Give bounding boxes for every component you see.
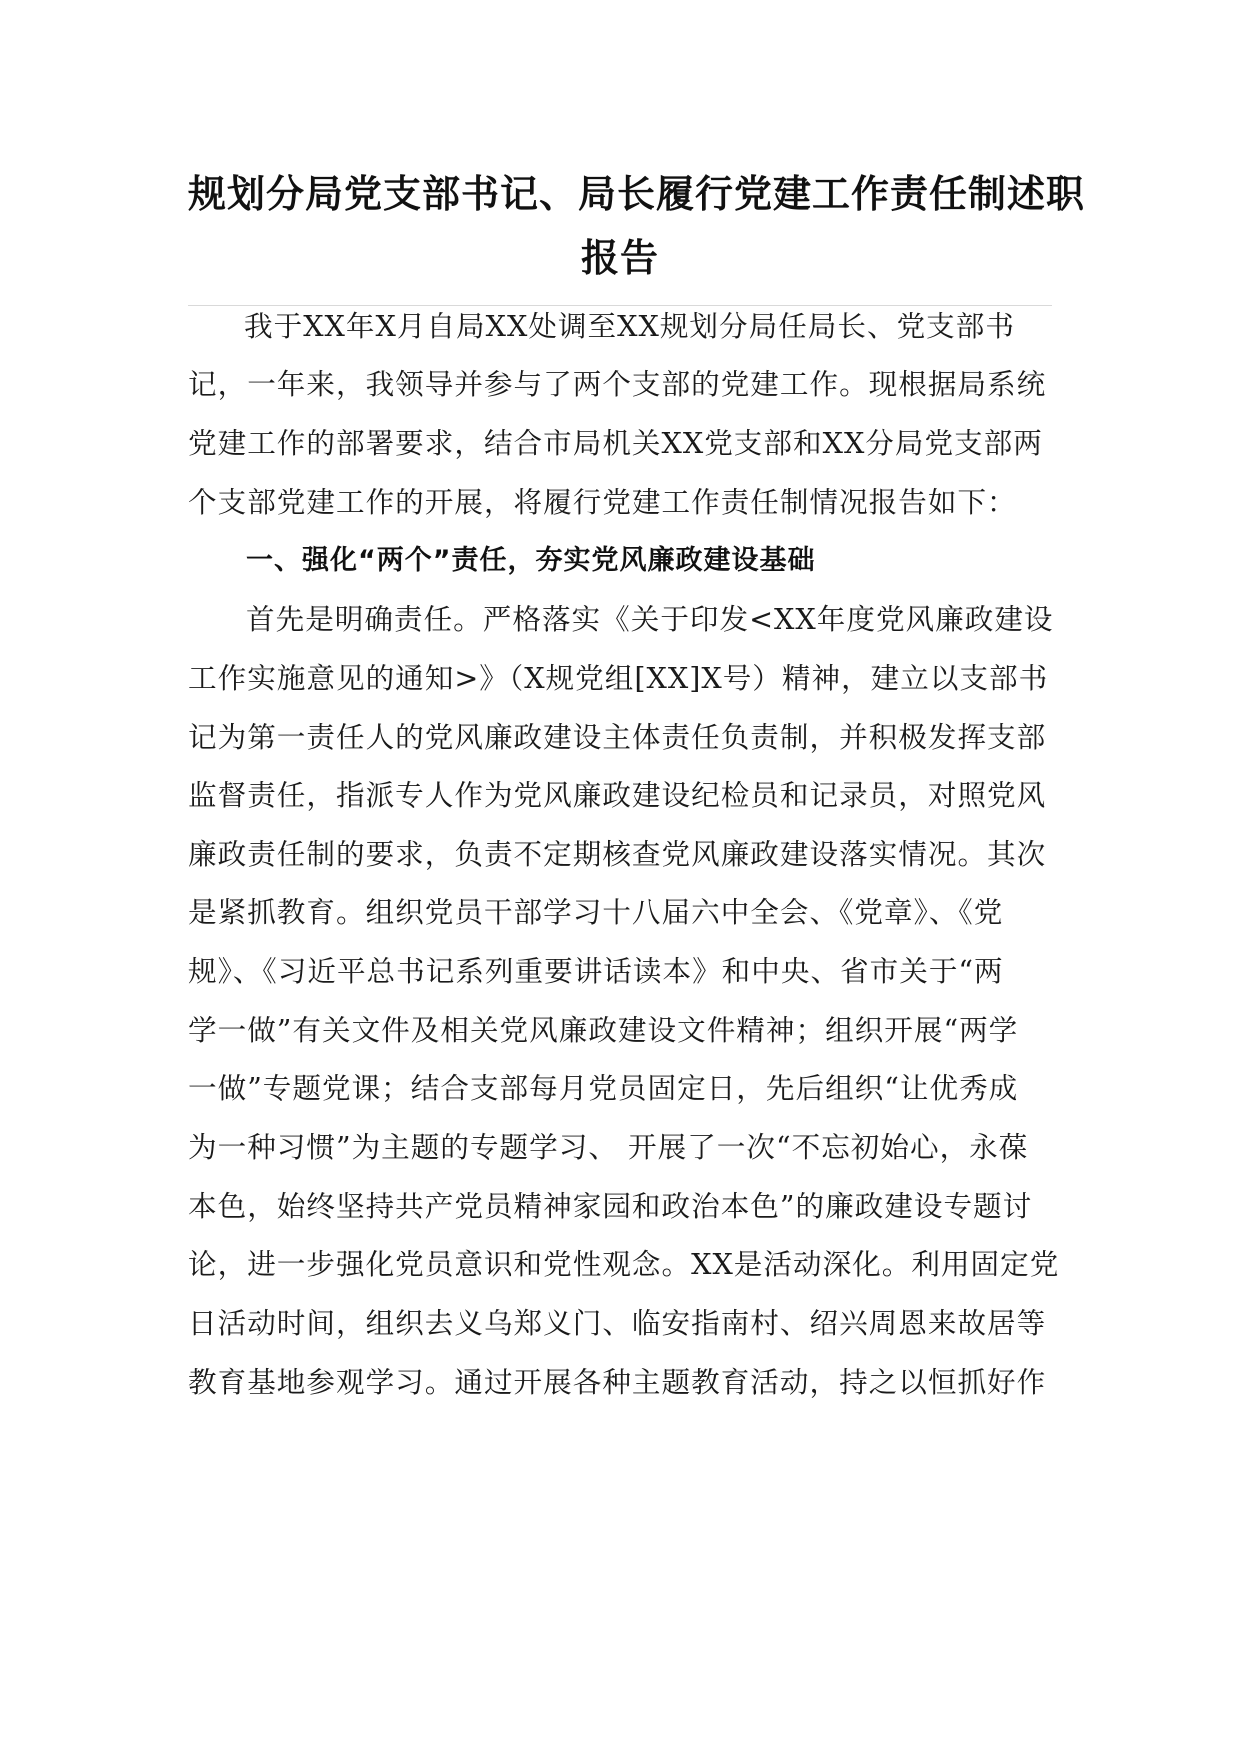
section-line: 本色，始终坚持共产党员精神家园和政治本色”的廉政建设专题讨: [188, 1189, 1033, 1223]
document-title: [188, 162, 1086, 290]
section-line: 是紧抓教育。组织党员干部学习十八届六中全会、《党章》、《党: [188, 895, 1004, 929]
section-line: 为一种习惯”为主题的专题学习、 开展了一次“不忘初始心，永葆: [188, 1130, 1029, 1164]
section-line: 工作实施意见的通知>》（X规党组[XX]X号）精神，建立以支部书: [188, 661, 1049, 695]
section-line: 日活动时间，组织去义乌郑义门、临安指南村、绍兴周恩来故居等: [188, 1306, 1047, 1340]
section-line: 规》、《习近平总书记系列重要讲话读本》和中央、省市关于“两: [188, 954, 1004, 988]
section-line: 记为第一责任人的党风廉政建设主体责任负责制，并积极发挥支部: [188, 720, 1047, 754]
section-line: 论，进一步强化党员意识和党性观念。XX是活动深化。利用固定党: [188, 1247, 1060, 1281]
title-line-2: 报告: [580, 236, 659, 280]
intro-line: 党建工作的部署要求，结合市局机关XX党支部和XX分局党支部两: [188, 426, 1043, 460]
section-line: 廉政责任制的要求，负责不定期核查党风廉政建设落实情况。其次: [188, 837, 1047, 871]
intro-line: 我于XX年X月自局XX处调至XX规划分局任局长、党支部书: [244, 309, 1015, 343]
title-line-1: 规划分局党支部书记、局长履行党建工作责任制述职: [188, 172, 1086, 216]
intro-line: 记，一年来，我领导并参与了两个支部的党建工作。现根据局系统: [188, 367, 1047, 401]
intro-line: 个支部党建工作的开展，将履行党建工作责任制情况报告如下：: [188, 485, 1017, 519]
section-line: 首先是明确责任。严格落实《关于印发<XX年度党风廉政建设: [246, 602, 1054, 636]
section-line: 学一做”有关文件及相关党风廉政建设文件精神；组织开展“两学: [188, 1013, 1019, 1047]
section-line: 一做”专题党课；结合支部每月党员固定日，先后组织“让优秀成: [188, 1071, 1019, 1105]
section-line: 教育基地参观学习。通过开展各种主题教育活动，持之以恒抓好作: [188, 1365, 1047, 1399]
section-line: 监督责任，指派专人作为党风廉政建设纪检员和记录员，对照党风: [188, 778, 1047, 812]
section-heading: 一、强化“两个”责任，夯实党风廉政建设基础: [246, 545, 816, 576]
